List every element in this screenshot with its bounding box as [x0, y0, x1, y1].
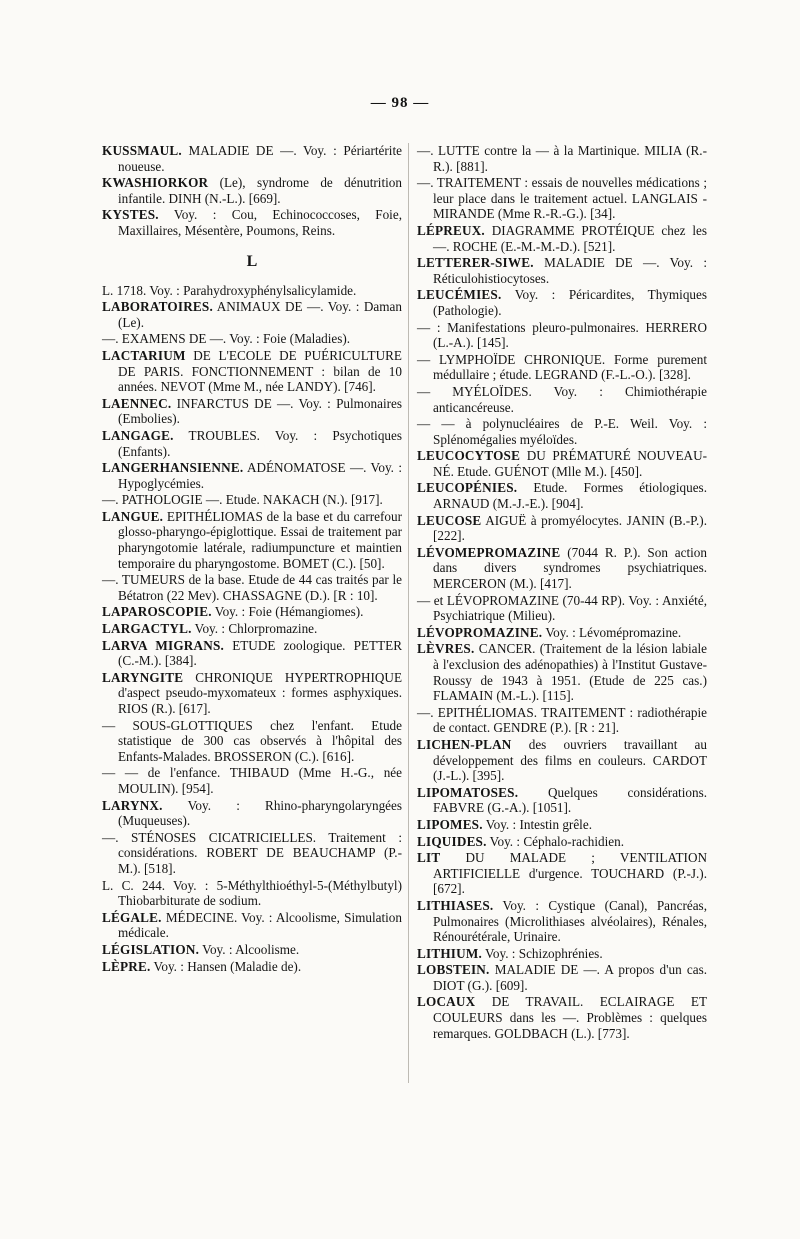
entry-heading: LÉGALE. — [102, 909, 162, 925]
entry-heading: LANGERHANSIENNE. — [102, 460, 244, 476]
entry-heading: LÉVOPROMAZINE. — [417, 624, 543, 640]
column-divider — [408, 143, 409, 1083]
index-entry — [102, 959, 402, 975]
entry-text: —. LUTTE contre la — à la Martinique. MILIA (R.-R.). [881]. — [417, 143, 707, 174]
right-column — [417, 143, 707, 1042]
entry-heading: KYSTES. — [102, 207, 159, 223]
entry-text: MÉDECINE. Voy. : Alcoolisme, Simulation médicale. — [118, 909, 402, 941]
index-entry — [102, 572, 402, 603]
entry-heading: LIPOMES. — [417, 816, 483, 832]
entry-text: — MYÉLOÏDES. Voy. : Chimiothérapie anticancéreuse. — [417, 383, 707, 415]
index-entry — [102, 509, 402, 571]
index-entry — [102, 910, 402, 941]
index-entry — [102, 942, 402, 958]
index-entry — [102, 396, 402, 427]
index-entry — [417, 416, 707, 447]
entry-text: DU PRÉMATURÉ NOUVEAU-NÉ. Etude. GUÉNOT (Mlle M.). [450]. — [433, 448, 707, 479]
index-entry — [102, 765, 402, 796]
entry-text: — et LÉVOPROMAZINE (70-44 RP). Voy. : Anxiété, Psychiatrique (Milieu). — [417, 592, 707, 624]
entry-text: Voy. : Lévomépromazine. — [542, 624, 682, 640]
index-entry — [417, 223, 707, 254]
entry-heading: LACTARIUM — [102, 347, 186, 363]
index-entry — [102, 428, 402, 459]
index-entry — [102, 830, 402, 877]
entry-text: DE L'ECOLE DE PUÉRICULTURE DE PARIS. FONCTIONNEMENT : bilan de 10 années. NEVOT (Mme M., née LANDY). [746]. — [118, 347, 402, 395]
index-entry — [417, 143, 707, 174]
entry-heading: LABORATOIRES. — [102, 299, 213, 315]
entry-text: Quelques considérations. FABVRE (G.-A.). [1051]. — [433, 784, 707, 816]
entry-text: — LYMPHOÏDE CHRONIQUE. Forme purement médullaire ; étude. LEGRAND (F.-L.-O.). [328]. — [417, 351, 707, 383]
entry-heading: LOBSTEIN. — [417, 962, 490, 978]
entry-heading: LANGAGE. — [102, 427, 174, 443]
entry-text: TROUBLES. Voy. : Psychotiques (Enfants). — [118, 427, 402, 459]
entry-text: (7044 R. P.). Son action dans divers syndromes psychiatriques. MERCERON (M.). [417]. — [433, 544, 707, 592]
index-entry — [417, 320, 707, 351]
entry-heading: LARYNGITE — [102, 669, 184, 685]
entry-text: —. TUMEURS de la base. Etude de 44 cas traités par le Bétatron (22 Mev). CHASSAGNE (D.). [R : 10]. — [102, 572, 402, 603]
entry-text: DU MALADE ; VENTILATION ARTIFICIELLE d'urgence. TOUCHARD (P.-J.). [672]. — [433, 850, 707, 897]
index-entry — [417, 785, 707, 816]
index-entry — [102, 348, 402, 395]
entry-heading: KUSSMAUL. — [102, 143, 182, 158]
entry-heading: LICHEN-PLAN — [417, 736, 512, 752]
index-entry — [102, 331, 402, 347]
entry-text: MALADIE DE —. A propos d'un cas. DIOT (G.). [609]. — [433, 962, 707, 993]
entry-heading: LÈVRES. — [417, 641, 475, 657]
entry-heading: LAENNEC. — [102, 395, 172, 411]
entry-text: DIAGRAMME PROTÉIQUE chez les —. ROCHE (E.-M.-M.-D.). [521]. — [433, 222, 707, 254]
index-entry — [417, 352, 707, 383]
entry-heading: LITHIASES. — [417, 897, 494, 913]
entry-heading: LÈPRE. — [102, 958, 151, 974]
section-letter: L — [246, 252, 258, 270]
index-entry — [417, 513, 707, 544]
page-number: — 98 — — [370, 95, 430, 111]
entry-heading: LEUCOPÉNIES. — [417, 480, 518, 496]
index-entry — [102, 718, 402, 765]
entry-text: L. 1718. Voy. : Parahydroxyphénylsalicylamide. — [102, 282, 357, 298]
entry-heading: LETTERER-SIWE. — [417, 255, 534, 271]
entry-text: INFARCTUS DE —. Voy. : Pulmonaires (Embolies). — [118, 395, 402, 427]
entry-text: MALADIE DE —. Voy. : Réticulohistiocytoses. — [433, 255, 707, 286]
index-entry — [417, 448, 707, 479]
entry-heading: LÉPREUX. — [417, 222, 485, 238]
index-entry — [102, 798, 402, 829]
index-entry — [102, 207, 402, 238]
index-entry — [417, 850, 707, 897]
entry-text: des ouvriers travaillant au développement des films en couleurs. CARDOT (J.-L.). [395]. — [433, 736, 707, 784]
entry-heading: LIT — [417, 850, 441, 866]
index-entry — [417, 287, 707, 318]
entry-text: ADÉNOMATOSE —. Voy. : Hypoglycémies. — [118, 460, 402, 491]
entry-text: CANCER. (Traitement de la lésion labiale à l'exclusion des adénopathies) à l'Institut Gustave-Roussy de 1943 à 1951. (Etude de 225 cas.) FLAMAIN (M.-L.). [115]. — [433, 641, 707, 704]
entry-text: —. EPITHÉLIOMAS. TRAITEMENT : radiothérapie de contact. GENDRE (P.). [R : 21]. — [417, 704, 707, 736]
index-entry — [102, 621, 402, 637]
index-entry — [102, 492, 402, 508]
index-entry — [417, 962, 707, 993]
index-entry — [417, 175, 707, 222]
entry-heading: LÉVOMEPROMAZINE — [417, 544, 561, 560]
entry-text: EPITHÉLIOMAS de la base et du carrefour glosso-pharyngo-épiglottique. Essai de traitement par pharyngotomie latérale, radiumpuncture et maintien temporaire du pharyngostome. BOMET (C.). [50]. — [118, 508, 402, 571]
index-entry — [417, 545, 707, 592]
entry-text: DE TRAVAIL. ECLAIRAGE ET COULEURS dans les —. Problèmes : quelques remarques. GOLDBACH (L.). [773]. — [433, 994, 707, 1041]
entry-heading: LIQUIDES. — [417, 833, 487, 849]
index-entry — [102, 299, 402, 330]
index-entry — [102, 604, 402, 620]
entry-heading: LITHIUM. — [417, 945, 482, 961]
entry-heading: LAPAROSCOPIE. — [102, 604, 212, 620]
entry-text: ANIMAUX DE —. Voy. : Daman (Le). — [118, 299, 402, 330]
index-entry — [417, 737, 707, 784]
entry-text: Etude. Formes étiologiques. ARNAUD (M.-J.-E.). [904]. — [433, 480, 707, 512]
entry-heading: LOCAUX — [417, 994, 476, 1010]
index-entry — [417, 834, 707, 850]
entry-heading: LARGACTYL. — [102, 621, 192, 637]
index-entry — [417, 705, 707, 736]
entry-text: AIGUË à promyélocytes. JANIN (B.-P.). [222]. — [433, 512, 707, 544]
entry-heading: LARYNX. — [102, 797, 163, 813]
entry-heading: LIPOMATOSES. — [417, 784, 519, 800]
entry-text: Voy. : Péricardites, Thymiques (Pathologie). — [433, 287, 707, 318]
entry-text: — : Manifestations pleuro-pulmonaires. HERRERO (L.-A.). [145]. — [417, 319, 707, 351]
entry-text: Voy. : Rhino-pharyngolaryngées (Muqueuses). — [118, 797, 402, 829]
entry-text: —. EXAMENS DE —. Voy. : Foie (Maladies). — [102, 331, 351, 347]
entry-text: —. PATHOLOGIE —. Etude. NAKACH (N.). [917]. — [102, 492, 383, 508]
entry-heading: LANGUE. — [102, 508, 164, 524]
index-entry — [417, 625, 707, 641]
entry-text: Voy. : Cou, Echinococcoses, Foie, Maxillaires, Mésentère, Poumons, Reins. — [118, 207, 402, 238]
index-entry — [102, 638, 402, 669]
entry-heading: LEUCOCYTOSE — [417, 448, 521, 464]
index-entry — [417, 994, 707, 1041]
entry-text: Voy. : Schizophrénies. — [481, 945, 603, 961]
index-entry — [417, 641, 707, 703]
entry-heading: LARVA MIGRANS. — [102, 637, 225, 653]
entry-heading: LEUCÉMIES. — [417, 287, 502, 303]
entry-text: L. C. 244. Voy. : 5-Méthylthioéthyl-5-(Méthylbutyl) Thiobarbiturate de sodium. — [102, 877, 402, 909]
index-entry — [102, 670, 402, 717]
entry-text: Voy. : Foie (Hémangiomes). — [211, 604, 364, 620]
entry-text: Voy. : Cystique (Canal), Pancréas, Pulmonaires (Microlithiases alvéolaires), Rénales, Rénourétérale, Urinaire. — [433, 897, 707, 945]
entry-text: (Le), syndrome de dénutrition infantile. DINH (N.-L.). [669]. — [118, 175, 402, 206]
entry-heading: LÉGISLATION. — [102, 941, 200, 957]
index-entry — [417, 480, 707, 511]
index-entry — [417, 255, 707, 286]
entry-heading: LEUCOSE — [417, 512, 482, 528]
index-entry — [102, 143, 402, 174]
entry-text: ETUDE zoologique. PETTER (C.-M.). [384]. — [118, 637, 402, 669]
entry-text: — SOUS-GLOTTIQUES chez l'enfant. Etude statistique de 300 cas observés à l'hôpital des Enfants-Malades. BROSSERON (C.). [616]. — [102, 717, 402, 764]
entry-text: Voy. : Intestin grêle. — [482, 816, 592, 832]
entry-text: MALADIE DE —. Voy. : Périartérite noueuse. — [118, 143, 402, 174]
index-entry — [417, 593, 707, 624]
entry-text: Voy. : Céphalo-rachidien. — [486, 833, 625, 849]
entry-heading: KWASHIORKOR — [102, 175, 209, 191]
left-column — [102, 143, 402, 975]
index-entry — [417, 946, 707, 962]
index-entry — [417, 817, 707, 833]
entry-text: Voy. : Alcoolisme. — [199, 941, 300, 957]
entry-text: Voy. : Hansen (Maladie de). — [150, 958, 302, 974]
entry-text: —. TRAITEMENT : essais de nouvelles médications ; leur place dans le traitement actuel. LANGLAIS - MIRANDE (Mme R.-R.-G.). [34]. — [417, 175, 707, 222]
index-entry — [102, 283, 402, 299]
index-entry — [102, 175, 402, 206]
entry-text: — — de l'enfance. THIBAUD (Mme H.-G., née MOULIN). [954]. — [102, 765, 402, 796]
index-entry — [102, 460, 402, 491]
entry-text: — — à polynucléaires de P.-E. Weil. Voy. : Splénomégalies myéloïdes. — [417, 416, 707, 447]
index-entry — [417, 898, 707, 945]
entry-text: CHRONIQUE HYPERTROPHIQUE d'aspect pseudo-myxomateux : formes asphyxiques. RIOS (R.). [617]. — [118, 669, 402, 716]
index-entry — [417, 384, 707, 415]
entry-text: Voy. : Chlorpromazine. — [191, 621, 318, 637]
index-entry — [102, 878, 402, 909]
entry-text: —. STÉNOSES CICATRICIELLES. Traitement : considérations. ROBERT DE BEAUCHAMP (P.-M.). [518]. — [102, 829, 402, 876]
